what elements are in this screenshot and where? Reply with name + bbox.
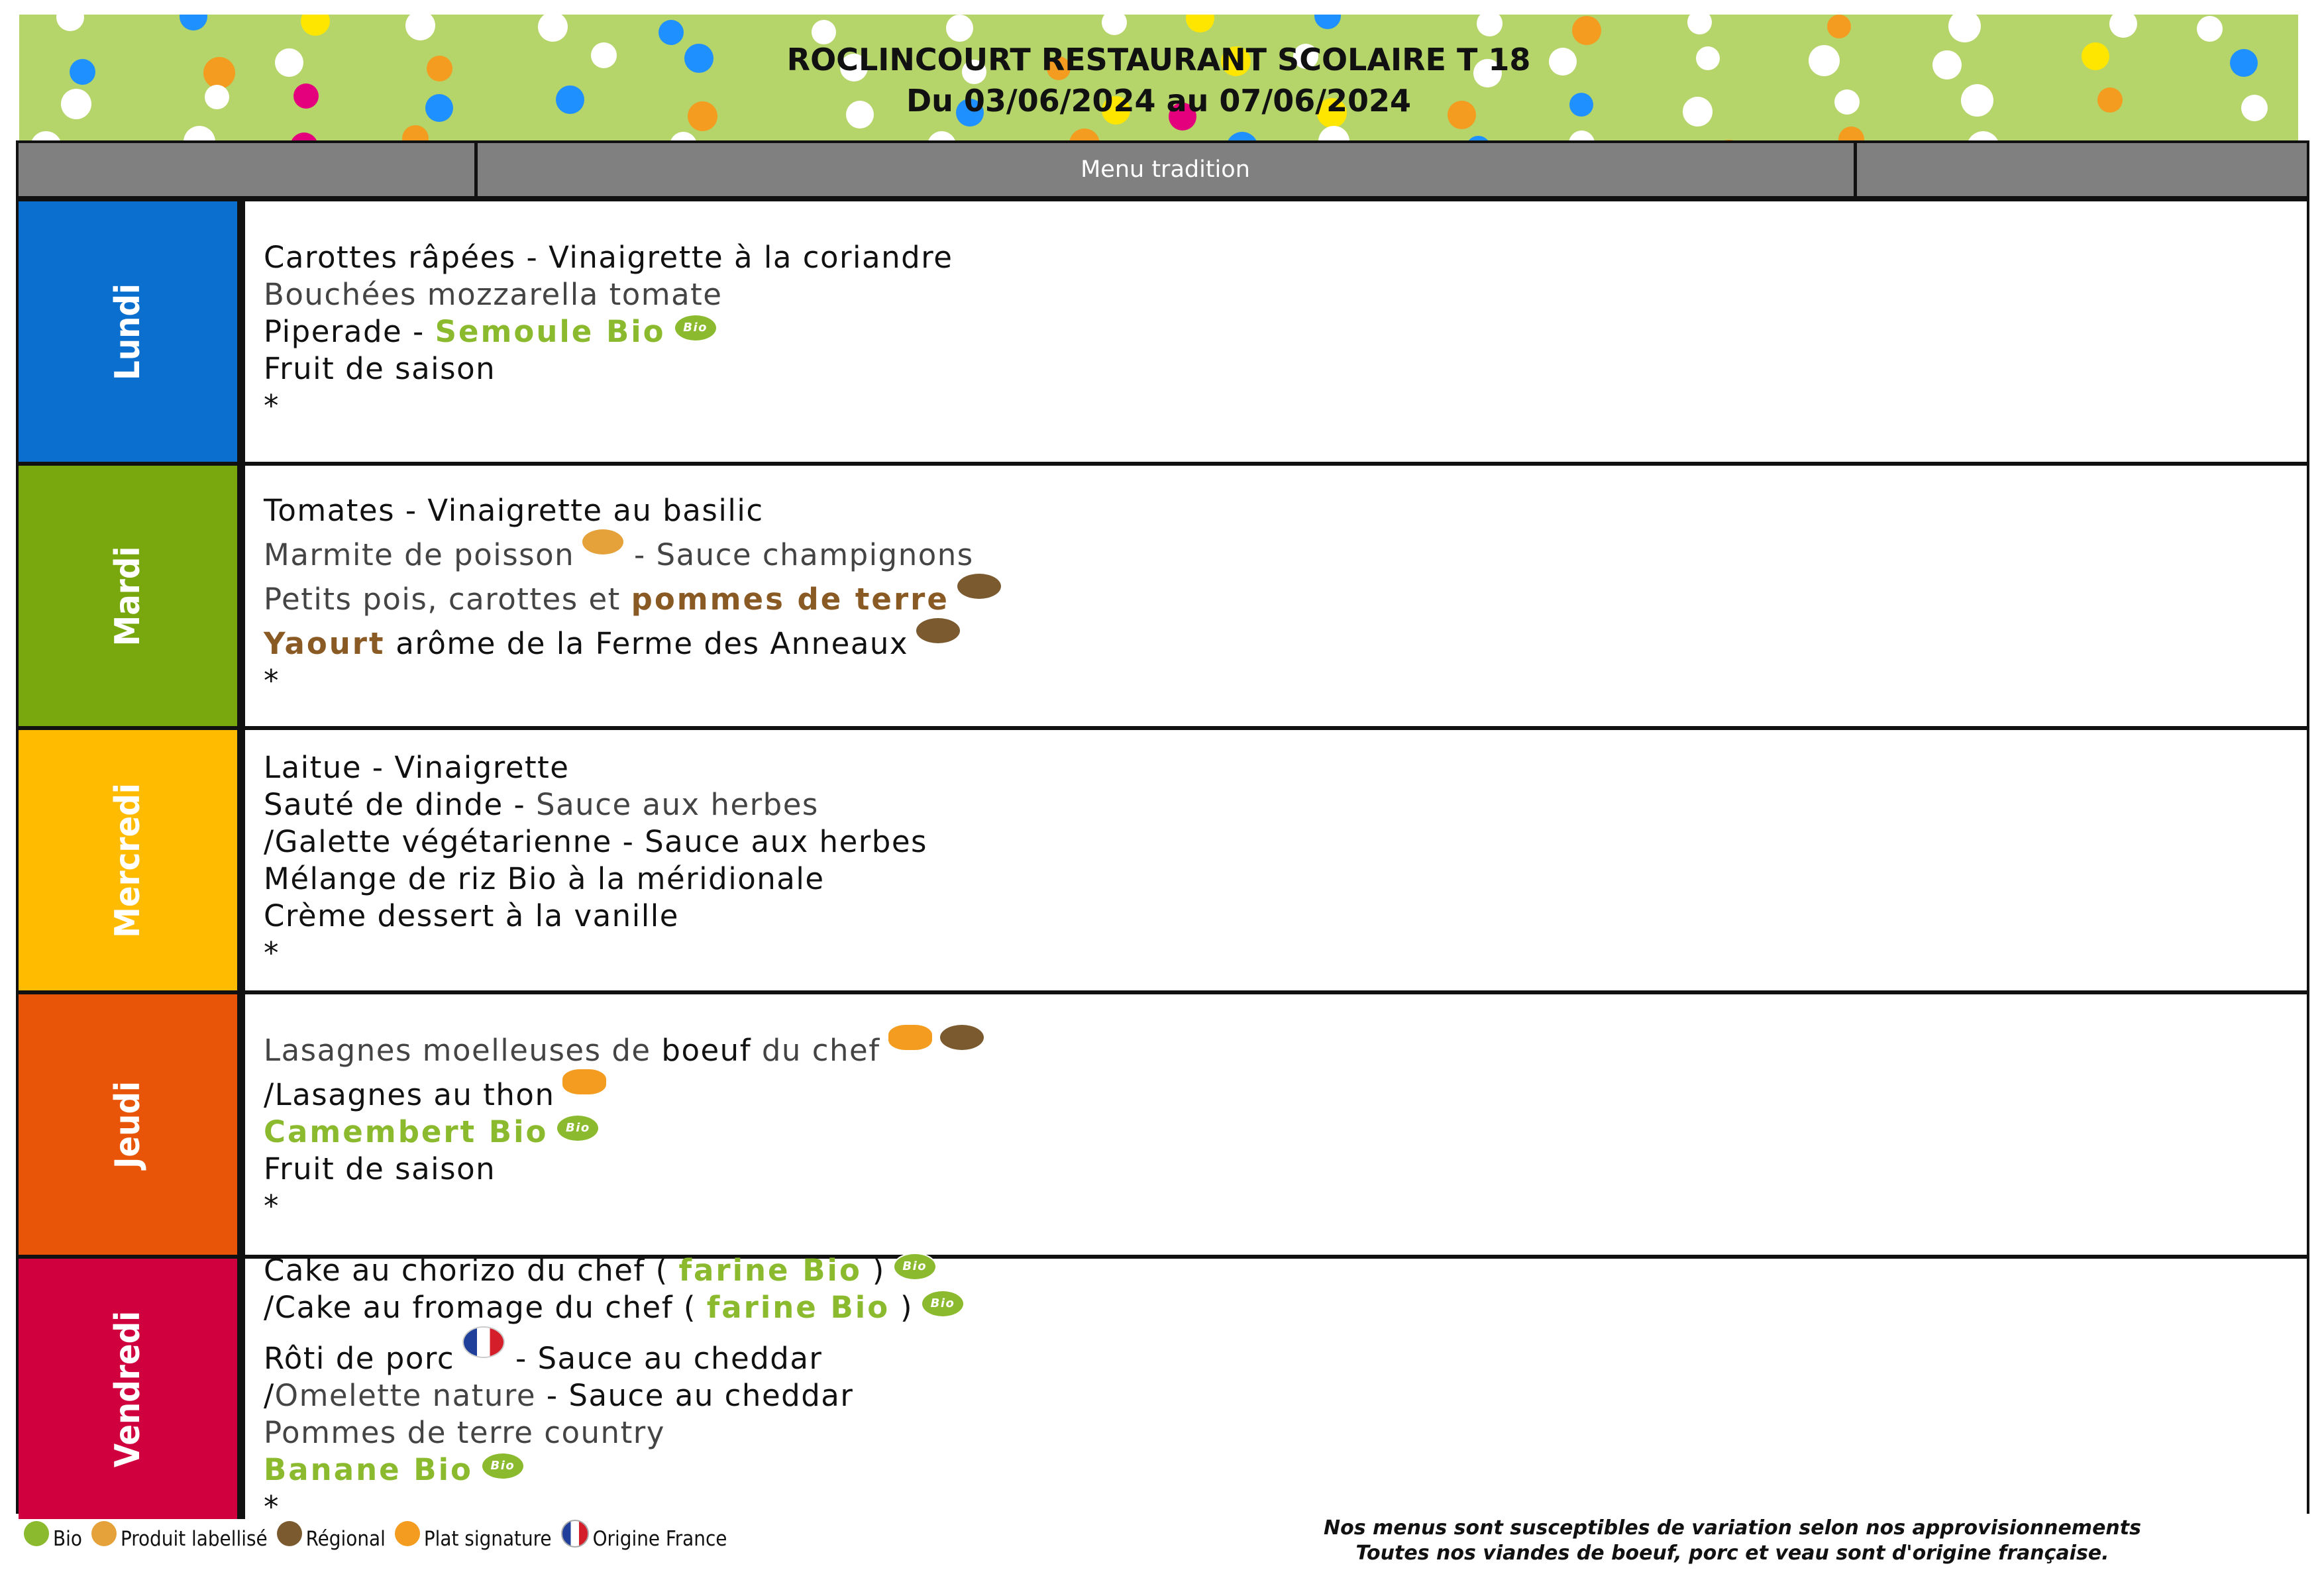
menu-text: Crème dessert à la vanille: [264, 898, 679, 933]
menu-item: [264, 1151, 2307, 1188]
legend-label: Origine France: [592, 1527, 727, 1551]
legend-item-regional: [277, 1526, 386, 1552]
menu-item: [264, 1025, 2307, 1069]
menu-text: Mélange de riz Bio à la méridionale: [264, 861, 825, 896]
menu-text: ): [890, 1290, 914, 1325]
signature-icon: [888, 1025, 932, 1050]
menu-item: [264, 574, 2307, 618]
day-name: Jeudi: [108, 1080, 148, 1169]
menu-text: *: [264, 1489, 280, 1524]
menu-text: Fruit de saison: [264, 1151, 496, 1186]
legend-item-signature: [395, 1526, 552, 1552]
day-name: Mardi: [108, 546, 148, 646]
menu-text: /Cake au fromage du chef (: [264, 1290, 707, 1325]
menu-text: Laitue - Vinaigrette: [264, 749, 570, 785]
menu-text: arôme de la Ferme des Anneaux: [385, 626, 909, 661]
title-block: [19, 15, 2298, 142]
menu-text: boeuf: [661, 1032, 752, 1068]
menu-item: [264, 861, 2307, 898]
menu-header-row: [16, 140, 2309, 199]
menu-text: Lasagnes moelleuses de: [264, 1032, 662, 1068]
menu-text: /Lasagnes au thon: [264, 1077, 555, 1112]
legend-label: Plat signature: [423, 1527, 552, 1551]
menu-text: Banane Bio: [264, 1452, 473, 1487]
day-band: [19, 201, 245, 462]
header-separator: [1854, 143, 1857, 196]
menu-item: [264, 935, 2307, 972]
bio-icon: Bio: [674, 314, 717, 342]
day-menu: [245, 1253, 2307, 1524]
day-row-lundi: [19, 201, 2307, 462]
menu-text: Yaourt: [264, 626, 386, 661]
legend-label: Régional: [305, 1527, 386, 1551]
menu-text: *: [264, 1188, 280, 1224]
day-menu: [245, 730, 2307, 990]
menu-item: [264, 1414, 2307, 1451]
day-menu: [245, 201, 2307, 462]
menu-item: [264, 1451, 2307, 1489]
menu-item: [264, 1377, 2307, 1414]
menu-text: /Galette végétarienne - Sauce aux herbes: [264, 823, 927, 859]
menu-text: du chef: [751, 1032, 880, 1068]
menu-text: Semoule Bio: [435, 313, 666, 349]
day-band: [19, 730, 245, 990]
regional-icon: [957, 574, 1001, 599]
day-name: Lundi: [108, 283, 148, 380]
page-title: ROCLINCOURT RESTAURANT SCOLAIRE T 18: [786, 42, 1531, 78]
bio-icon: Bio: [481, 1452, 525, 1480]
signature-icon: [395, 1521, 420, 1546]
legend-item-label: [91, 1526, 268, 1552]
menu-text: Fruit de saison: [264, 350, 496, 386]
menu-text: Sauté de dinde -: [264, 786, 537, 822]
menu-text: Sauce aux herbes: [536, 786, 819, 822]
menu-text: Bouchées mozzarella tomate: [264, 276, 723, 312]
menu-text: Rôti de porc: [264, 1341, 455, 1376]
menu-text: Omelette nature: [274, 1378, 537, 1413]
menu-item: [264, 350, 2307, 388]
day-name: Mercredi: [108, 782, 148, 938]
menu-text: Piperade -: [264, 313, 435, 349]
menu-text: - Sauce champignons: [623, 537, 974, 572]
note-line: Toutes nos viandes de boeuf, porc et veau sont d'origine française.: [1355, 1542, 2109, 1565]
bio-icon: Bio: [893, 1253, 937, 1281]
menu-text: farine Bio: [678, 1253, 862, 1288]
day-row-mercredi: [19, 730, 2307, 990]
day-row-mardi: [19, 466, 2307, 726]
menu-text: *: [264, 935, 280, 971]
signature-icon: [562, 1069, 606, 1094]
menu-text: - Sauce au cheddar: [536, 1378, 854, 1413]
menu-item: [264, 1114, 2307, 1151]
menu-item: [264, 388, 2307, 425]
bio-icon: Bio: [921, 1290, 965, 1318]
label-icon: [582, 529, 623, 554]
day-name: Vendredi: [108, 1310, 148, 1467]
bio-icon: [24, 1521, 49, 1546]
menu-item: [264, 492, 2307, 529]
legend-item-bio: [24, 1526, 82, 1552]
menu-text: Petits pois, carottes et: [264, 582, 631, 617]
menu-text: /: [264, 1378, 275, 1413]
day-menu: [245, 466, 2307, 726]
menu-text: Tomates - Vinaigrette au basilic: [264, 493, 764, 528]
menu-text: farine Bio: [706, 1290, 890, 1325]
menu-text: Marmite de poisson: [264, 537, 575, 572]
menu-item: [264, 823, 2307, 861]
label-icon: [91, 1521, 117, 1546]
menu-item: [264, 749, 2307, 786]
menu-item: [264, 662, 2307, 700]
legend-label: Bio: [53, 1527, 82, 1551]
regional-icon: [916, 618, 960, 643]
legend-item-france: [561, 1525, 727, 1553]
menu-item: [264, 786, 2307, 823]
menu-item: [264, 239, 2307, 276]
regional-icon: [277, 1521, 302, 1546]
menu-text: - Sauce au cheddar: [505, 1341, 823, 1376]
day-band: [19, 466, 245, 726]
menu-text: *: [264, 663, 280, 698]
legend: [24, 1525, 736, 1553]
menu-item: [264, 1252, 2307, 1289]
menu-text: Pommes de terre country: [264, 1415, 665, 1450]
day-band: [19, 994, 245, 1255]
menu-item: [264, 1289, 2307, 1326]
day-band: [19, 1259, 245, 1519]
menu-item: [264, 529, 2307, 574]
week-menu-table: [16, 199, 2309, 1524]
day-row-vendredi: [19, 1253, 2307, 1524]
menu-item: [264, 1069, 2307, 1114]
menu-text: Carottes râpées - Vinaigrette à la coriandre: [264, 239, 953, 275]
bio-icon: Bio: [556, 1114, 600, 1142]
france-icon: [462, 1326, 505, 1358]
france-icon: [561, 1520, 589, 1548]
menu-item: [264, 313, 2307, 350]
menu-item: [264, 1326, 2307, 1377]
menu-item: [264, 618, 2307, 662]
menu-text: Camembert Bio: [264, 1114, 549, 1149]
legend-label: Produit labellisé: [120, 1527, 268, 1551]
menu-item: [264, 1188, 2307, 1225]
day-row-jeudi: [19, 994, 2307, 1255]
menu-item: [264, 276, 2307, 313]
date-range: Du 03/06/2024 au 07/06/2024: [906, 83, 1412, 119]
menu-text: *: [264, 388, 280, 423]
menu-item: [264, 898, 2307, 935]
menu-text: pommes de terre: [631, 582, 949, 617]
menu-tradition-label: Menu tradition: [1081, 156, 1250, 183]
header-banner: [19, 15, 2298, 142]
menu-text: Cake au chorizo du chef (: [264, 1253, 679, 1288]
footer-notes: [1298, 1516, 2166, 1566]
menu-text: ): [861, 1253, 885, 1288]
regional-icon: [940, 1025, 984, 1050]
day-menu: [245, 994, 2307, 1255]
note-line: Nos menus sont susceptibles de variation selon nos approvisionnements: [1324, 1516, 2141, 1540]
